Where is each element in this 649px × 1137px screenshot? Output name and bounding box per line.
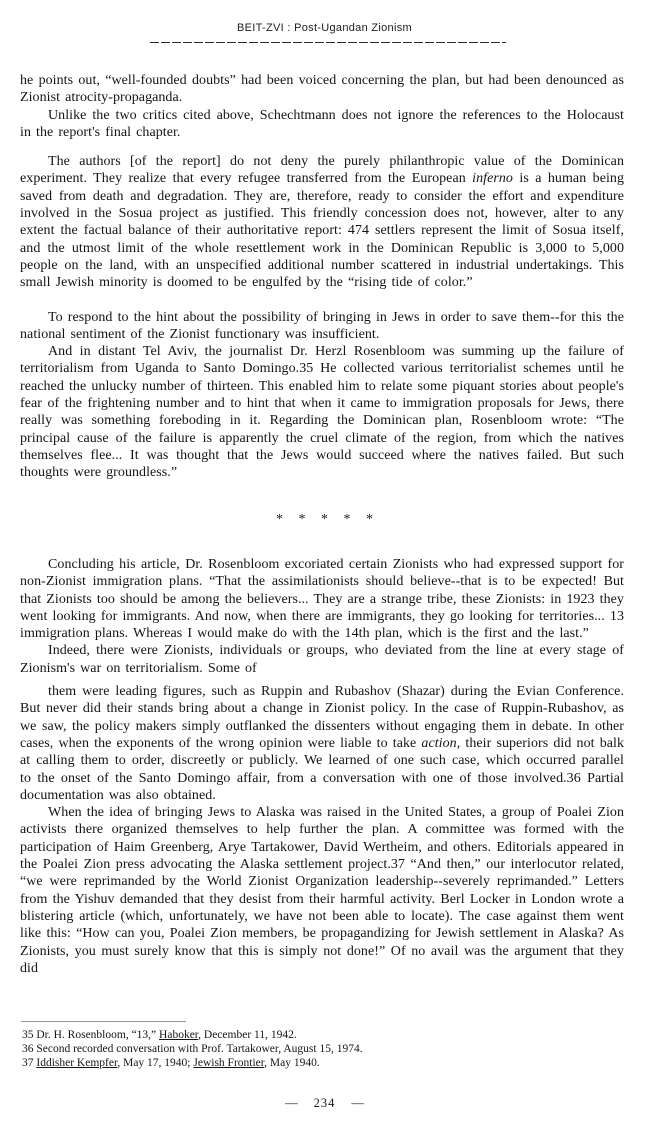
header-rule-divider <box>150 42 506 43</box>
paragraph: To respond to the hint about the possibility of bringing in Jews in order to save them--for this the national sentiment of the Zionist functionary was insufficient. <box>20 309 624 342</box>
italic-word: action, <box>421 735 461 751</box>
journal-name: Iddisher Kempfer <box>36 1057 118 1070</box>
paragraph <box>20 153 624 291</box>
body-text-lower <box>20 556 624 977</box>
footnote-text: , December 11, 1942. <box>198 1029 297 1041</box>
paragraph: he points out, “well-founded doubts” had been voiced concerning the plan, but had been denounced as Zionist atrocity-propaganda. <box>20 73 624 106</box>
running-head <box>0 22 649 34</box>
page-number: 234 <box>313 1096 336 1110</box>
paragraph-text: them were leading figures, such as Ruppin and Rubashov (Shazar) during the Evian Conference. But never did their stands bring about a change in Zionist policy. In the case of Ruppin-Rubashov, as we saw, the policy makers simply outflanked the dissenters without engaging them in debate. In other cases, when the exponents of the wrong opinion were liable to take <box>20 684 624 751</box>
paragraph-text: The authors [of the report] do not deny the purely philanthropic value of the Dominican experiment. They realize that every refugee transferred from the European <box>20 154 624 187</box>
running-head-title: BEIT-ZVI : Post-Ugandan Zionism <box>237 22 412 34</box>
journal-name: Haboker <box>159 1029 199 1041</box>
footnote-text: 35 Dr. H. Rosenbloom, “13,” <box>22 1029 160 1041</box>
paragraph: Indeed, there were Zionists, individuals or groups, who deviated from the line at every stage of Zionism's war on territorialism. Some of <box>20 643 624 676</box>
footnote-text: , May 17, 1940; <box>117 1057 194 1070</box>
page-footer <box>0 1096 649 1111</box>
footnote-text: , May 1940. <box>264 1057 320 1070</box>
footer-dash-left: — <box>285 1096 298 1110</box>
body-text-upper <box>20 72 624 482</box>
paragraph-text: is a human being saved from death and degradation. They are, therefore, ready to consider the effort and expenditure involved in the Sosua project as justified. This friendly concession does not, however, alter to any extent the factual balance of their authoritative report: 474 settlers represent the limit of Sosua itself, and the utmost limit of the whole resettlement work in the Dominican Republic is 3,000 to 5,000 people on the land, with an unspecified additional number scattered in industrial undertakings. This small Jewish minority is doomed to be engulfed by the “rising tide of color.” <box>20 171 624 291</box>
paragraph: And in distant Tel Aviv, the journalist Dr. Herzl Rosenbloom was summing up the failure of territorialism from Uganda to Santo Domingo.35 He collected various territorialist schemes until he reached the unlucky number of thirteen. This enabled him to relate some piquant stories about people's fear of the frightening number and to hint that when it came to immigration proposals for Jews, there really was something foreboding in it. Regarding the Dominican plan, Rosenbloom wrote: “The principal cause of the failure is apparently the cruel climate of the region, from which the natives themselves flee... It was thought that the Jews would succeed where the natives failed. But such thoughts were groundless.” <box>20 344 624 481</box>
footnote-37 <box>22 1056 622 1070</box>
footnote-35 <box>22 1028 622 1042</box>
paragraph: Concluding his article, Dr. Rosenbloom excoriated certain Zionists who had expressed support for non-Zionist immigration plans. “That the assimilationists should believe--that is to be expected! But that Zionists too should be among the believers... They are a strange tribe, these Zionists: in 1923 they went looking for immigrants. And now, when there are immigrants, they go looking for territories... 13 immigration plans. Whereas I would make do with the 14th plan, which is the first and the last.” <box>20 557 624 642</box>
asterisk-separator: * * * * * <box>276 512 373 527</box>
footnotes <box>22 1028 622 1071</box>
paragraph-text: their superiors did not balk at calling them to order, discreetly or publicly. We learned of one such case, which occurred parallel to the onset of the Santo Domingo affair, from a conversation with one of those involved.36 Partial documentation was also obtained. <box>20 735 625 803</box>
italic-word: inferno <box>472 171 513 187</box>
footnote-rule-divider <box>21 1021 186 1022</box>
paragraph: Unlike the two critics cited above, Schechtmann does not ignore the references to the Holocaust in the report's final chapter. <box>20 107 624 140</box>
footnote-text: 37 <box>22 1057 37 1070</box>
paragraph <box>20 683 624 804</box>
journal-name: Jewish Frontier <box>193 1057 265 1070</box>
footnote-36: 36 Second recorded conversation with Prof. Tartakower, August 15, 1974. <box>22 1043 363 1056</box>
paragraph: When the idea of bringing Jews to Alaska was raised in the United States, a group of Poalei Zion activists there organized themselves to help further the plan. A committee was formed with the participation of Haim Greenberg, Arye Tartakower, David Wertheim, and others. Editorials appeared in the Poalei Zion press advocating the Alaska settlement project.37 “And then,” our interlocutor related, “we were reprimanded by the World Zionist Organization leadership--severely reprimanded.” Letters from the Yishuv demanded that they desist from their harmful activity. Berl Locker in London wrote a blistering article (which, unfortunately, we have not been able to locate). The case against them went like this: “How can you, Poalei Zion members, be propagandizing for Jewish settlement in Alaska? As Zionists, you must surely know that this is simply not done!” Of no avail was the argument that they did <box>20 805 624 976</box>
footer-dash-right: — <box>351 1096 364 1110</box>
